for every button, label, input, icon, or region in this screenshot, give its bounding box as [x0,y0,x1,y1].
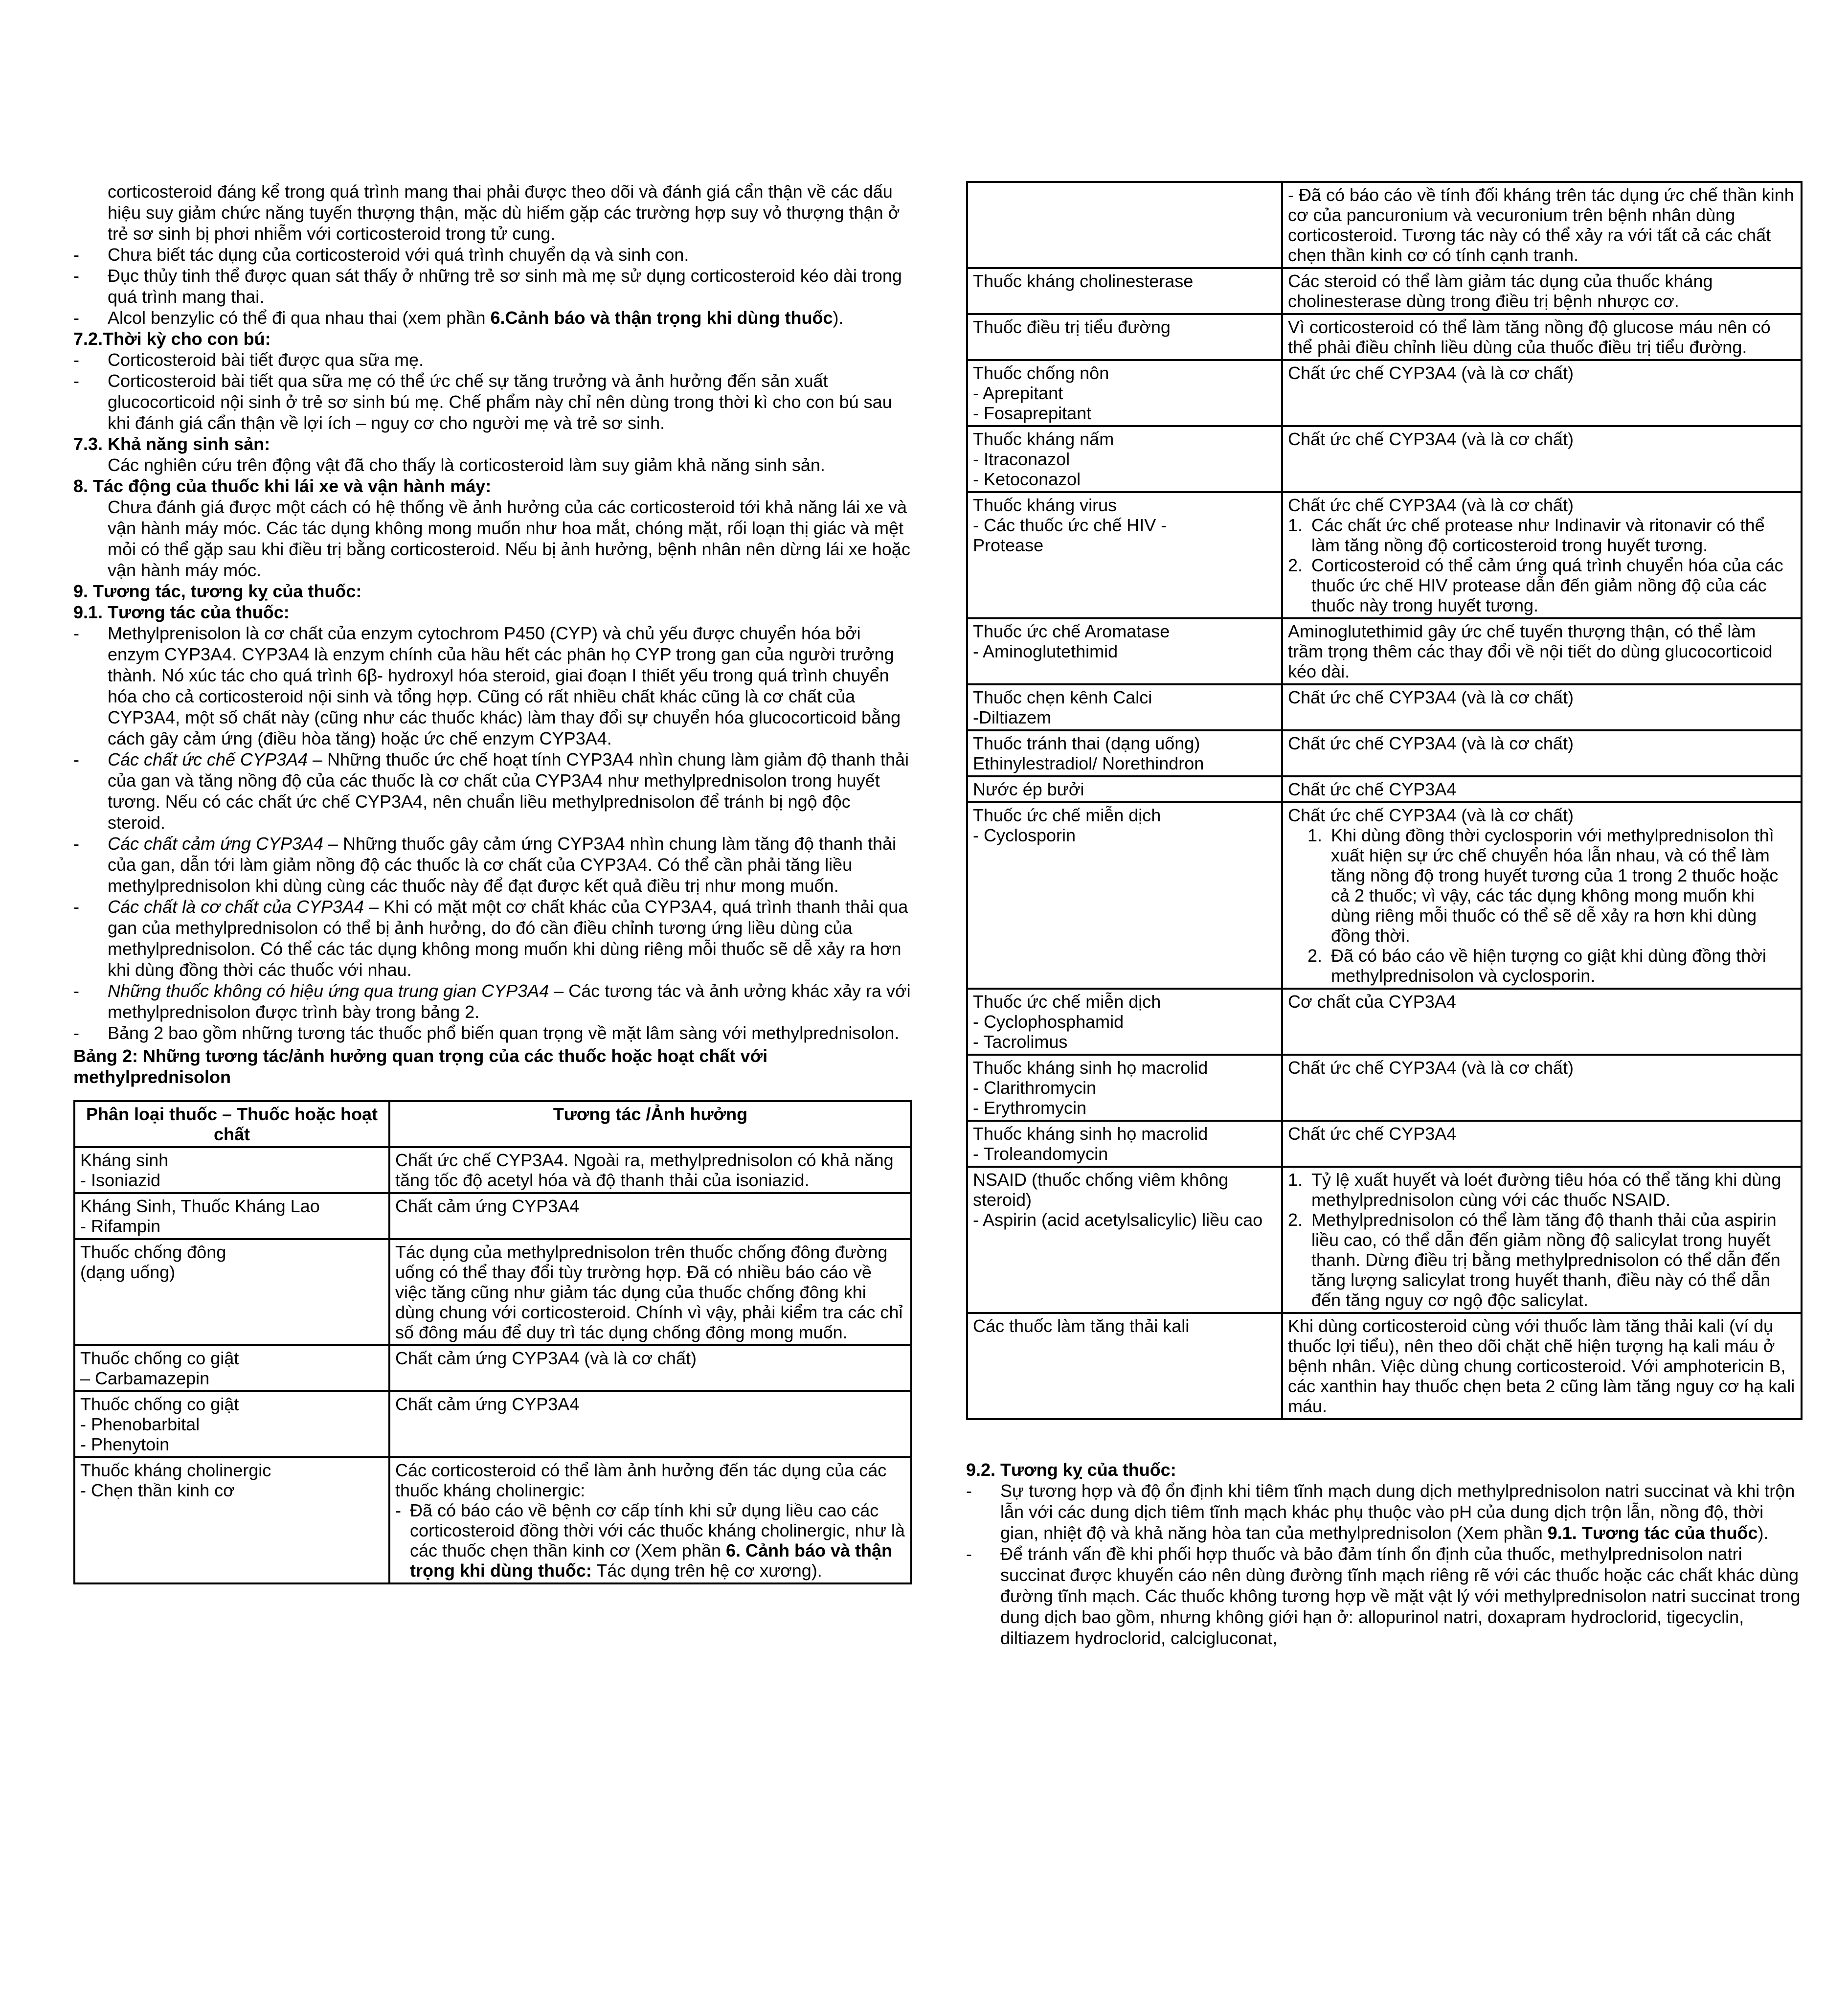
list-item [73,833,912,896]
section-reference: 9.1. Tương tác của thuốc [1547,1523,1758,1543]
table-row [967,314,1802,360]
table-row [967,182,1802,268]
text: – Các tương tác và ảnh ưởng khác xảy ra với methylprednisolon được trình bày trong bảng 2. [108,981,911,1022]
table-row [74,1457,911,1583]
text: – Khi có mặt một cơ chất khác của CYP3A4, quá trình thanh thải qua gan của methylprednisolon có thể bị ảnh hưởng, do đó cần điều chỉnh tương ứng liều dùng của methylprednisolon. Có thể các tác dụng không mong muốn khi dùng riêng mỗi thuốc sẽ dễ xảy ra hơn khi dùng đồng thời các thuốc với nhau. [108,897,908,980]
section-heading: 9. Tương tác, tương kỵ của thuốc: [73,581,362,601]
numbered-item [1288,1170,1796,1210]
drug-line: Thuốc kháng cholinergic [80,1460,271,1480]
drug-line: NSAID (thuốc chống viêm không steroid) [973,1170,1229,1210]
drug-line: - Tacrolimus [973,1032,1068,1052]
drug-cell: Nước ép bưởi [967,776,1282,802]
drug-line: - Cyclophosphamid [973,1012,1124,1032]
italic-term: Các chất ức chế CYP3A4 [108,749,308,769]
table-row [967,1167,1802,1313]
table-row [74,1239,911,1345]
list-item: - Bảng 2 bao gồm những tương tác thuốc phổ biến quan trọng về mặt lâm sàng với methylprednisolon. [73,1022,912,1043]
drug-line: - Isoniazid [80,1170,161,1190]
text: Đã có báo cáo về bệnh cơ cấp tính khi sử dụng liều cao các corticosteroid đồng thời với các thuốc kháng cholinergic, như là các thuốc chẹn thần kinh cơ (Xem phần [410,1500,905,1560]
table-row [967,802,1802,989]
drug-cell: Các thuốc làm tăng thải kali [967,1313,1282,1419]
list-item [966,1480,1803,1543]
drug-line: Thuốc ức chế Aromatase [973,621,1170,641]
drug-cell [967,684,1282,730]
drug-cell [74,1391,389,1457]
text: ). [833,308,844,328]
section-reference: 6.Cảnh báo và thận trọng khi dùng thuốc [490,308,833,328]
table-row [967,730,1802,776]
drug-line: - Các thuốc ức chế HIV - [973,515,1167,535]
effect-cell: - Đã có báo cáo về tính đối kháng trên tác dụng ức chế thần kinh cơ của pancuronium và vecuronium trên bệnh nhân dùng corticosteroid. Tương tác này có thể xảy ra với tất cả các chất chẹn thần kinh cơ có tính cạnh tranh. [1282,182,1802,268]
section-heading: 9.2. Tương kỵ của thuốc: [966,1460,1176,1480]
effect-cell [1282,1167,1802,1313]
text: Methylprednisolon có thể làm tăng độ thanh thải của aspirin liều cao, có thể dẫn đến giảm nồng độ salicylat trong huyết thanh. Dừng điều trị bằng methylprednisolon có thể dẫn đến tăng lượng salicylat trong huyết thanh, điều này có thể dẫn đến tăng nguy cơ ngộ độc salicylat. [1311,1210,1780,1310]
effect-cell: Chất ức chế CYP3A4 (và là cơ chất) [1282,360,1802,426]
item-number: 2. [1288,555,1303,575]
drug-line: - Cyclosporin [973,825,1076,845]
table-row [74,1193,911,1239]
text: Alcol benzylic có thể đi qua nhau thai (xem phần [108,308,491,328]
list-item: - Corticosteroid bài tiết được qua sữa mẹ. [73,349,912,370]
drug-cell [967,1055,1282,1121]
column-header-effect: Tương tác /Ảnh hưởng [389,1101,911,1147]
table-title: Bảng 2: Những tương tác/ảnh hưởng quan trọng của các thuốc hoặc hoạt chất với methylprednisolon [73,1046,768,1087]
drug-line: Thuốc chẹn kênh Calci [973,687,1152,707]
drug-line: (dạng uống) [80,1262,176,1282]
text: Sự tương hợp và độ ổn định khi tiêm tĩnh mạch dung dịch methylprednisolon natri succinat và khi trộn lẫn với các dung dịch tiêm tĩnh mạch khác phụ thuộc vào pH của dung dịch trộn lẫn, nồng độ, thời gian, nhiệt độ và khả năng hòa tan của methylprednisolon (Xem phần [1000,1481,1795,1543]
list-item [73,896,912,980]
effect-intro: Chất ức chế CYP3A4 (và là cơ chất) [1288,495,1574,515]
effect-cell [1282,802,1802,989]
interaction-table [73,1100,912,1584]
section-9-2 [966,1459,1803,1649]
text: Tỷ lệ xuất huyết và loét đường tiêu hóa có thể tăng khi dùng methylprednisolon cùng với các thuốc NSAID. [1311,1170,1781,1210]
effect-cell: Chất cảm ứng CYP3A4 [389,1391,911,1457]
effect-cell: Chất ức chế CYP3A4 (và là cơ chất) [1282,684,1802,730]
section-reference: 6. Cảnh báo và thận trọng khi dùng thuốc: [410,1540,893,1581]
effect-cell: Tác dụng của methylprednisolon trên thuốc chống đông đường uống có thể thay đổi tùy trường hợp. Đã có nhiều báo cáo về việc tăng cũng như giảm tác dụng của thuốc chống đông khi dùng chung với corticosteroid. Chính vì vậy, phải kiểm tra các chỉ số đông máu để duy trì tác dụng chống đông mong muốn. [389,1239,911,1345]
right-column [966,181,1803,1649]
table-row [74,1147,911,1193]
list-item: - Chưa biết tác dụng của corticosteroid với quá trình chuyển dạ và sinh con. [73,244,912,265]
drug-cell [967,802,1282,989]
table-header-row [74,1101,911,1147]
drug-line: Thuốc chống nôn [973,363,1109,383]
item-number: 2. [1288,1210,1303,1230]
section-heading: 9.1. Tương tác của thuốc: [73,602,290,622]
list-item: - Corticosteroid bài tiết qua sữa mẹ có thể ức chế sự tăng trưởng và ảnh hưởng đến sản xuất glucocorticoid nội sinh ở trẻ sơ sinh bú mẹ. Chế phẩm này chỉ nên dùng trong thời kì cho con bú sau khi đánh giá cẩn thận về lợi ích – nguy cơ cho người mẹ và trẻ sơ sinh. [73,370,912,433]
drug-line: - Phenytoin [80,1434,170,1454]
effect-cell: Chất ức chế CYP3A4 (và là cơ chất) [1282,1055,1802,1121]
table-row [967,1055,1802,1121]
drug-line: Thuốc kháng sinh họ macrolid [973,1124,1208,1144]
drug-line: - Phenobarbital [80,1414,200,1434]
effect-cell: Chất ức chế CYP3A4 [1282,776,1802,802]
drug-cell [74,1345,389,1391]
list-item: - Để tránh vấn đề khi phối hợp thuốc và bảo đảm tính ổn định của thuốc, methylprednisolon natri succinat được khuyến cáo nên dùng đường tĩnh mạch riêng rẽ với các thuốc hoặc các chất khác dùng đường tĩnh mạch. Các thuốc không tương hợp về mặt vật lý với methylprednisolon natri succinat trong dung dịch bao gồm, nhưng không giới hạn ở: allopurinol natri, doxapram hydroclorid, tigecyclin, diltiazem hydroclorid, calcigluconat, [966,1543,1803,1649]
drug-line: Thuốc ức chế miễn dịch [973,805,1161,825]
effect-cell: Vì corticosteroid có thể làm tăng nồng độ glucose máu nên có thể phải điều chỉnh liều dùng của thuốc điều trị tiểu đường. [1282,314,1802,360]
drug-line: - Aminoglutethimid [973,641,1118,661]
paragraph: Chưa đánh giá được một cách có hệ thống về ảnh hưởng của các corticosteroid tới khả năng lái xe và vận hành máy móc. Các tác dụng không mong muốn như hoa mắt, chóng mặt, rối loạn thị giác và mệt mỏi có thể gặp sau khi điều trị bằng corticosteroid. Nếu bị ảnh hưởng, bệnh nhân nên dừng lái xe hoặc vận hành máy móc. [108,497,910,580]
table-row [967,360,1802,426]
interaction-table-continued [966,181,1803,1420]
effect-cell: Khi dùng corticosteroid cùng với thuốc làm tăng thải kali (ví dụ thuốc lợi tiểu), nên theo dõi chặt chẽ hiện tượng hạ kali máu ở bệnh nhân. Việc dùng chung corticosteroid. Với amphotericin B, các xanthin hay thuốc chẹn beta 2 cũng làm tăng nguy cơ hạ kali máu. [1282,1313,1802,1419]
drug-line: Thuốc tránh thai (dạng uống) [973,733,1200,753]
drug-cell [967,989,1282,1055]
drug-cell [967,1167,1282,1313]
text: Đã có báo cáo về hiện tượng co giật khi dùng đồng thời methylprednisolon và cyclosporin. [1331,946,1766,986]
list-item [73,307,912,328]
drug-line: - Aspirin (acid acetylsalicylic) liều cao [973,1210,1263,1230]
drug-cell: Thuốc điều trị tiểu đường [967,314,1282,360]
table-row [74,1391,911,1457]
numbered-item [1307,946,1796,986]
column-header-drug: Phân loại thuốc – Thuốc hoặc hoạt chất [74,1101,389,1147]
drug-cell: Thuốc kháng cholinesterase [967,268,1282,314]
item-number: 2. [1307,946,1323,966]
table-row [967,268,1802,314]
drug-line: Thuốc chống co giật [80,1348,239,1368]
drug-line: - Aprepitant [973,383,1063,403]
text: – Những thuốc ức chế hoạt tính CYP3A4 nhìn chung làm giảm độ thanh thải của gan và tăng nồng độ của các thuốc là cơ chất của CYP3A4 như methylprednisolon trong huyết tương. Nếu có các chất ức chế CYP3A4, nên chuẩn liều methylprednisolon để tránh bị ngộ độc steroid. [108,749,909,833]
item-number: 1. [1288,1170,1303,1190]
drug-line: -Diltiazem [973,707,1052,727]
effect-cell: Chất cảm ứng CYP3A4 [389,1193,911,1239]
table-row [967,776,1802,802]
drug-line: - Fosaprepitant [973,403,1092,423]
italic-term: Các chất cảm ứng CYP3A4 [108,834,324,854]
drug-line: - Itraconazol [973,449,1070,469]
item-number: 1. [1288,515,1303,535]
drug-line: Protease [973,535,1044,555]
item-number: 1. [1307,825,1323,845]
drug-cell [967,618,1282,684]
effect-cell [389,1457,911,1583]
drug-cell [74,1457,389,1583]
effect-cell: Chất cảm ứng CYP3A4 (và là cơ chất) [389,1345,911,1391]
effect-item [395,1500,905,1581]
text: – Những thuốc gây cảm ứng CYP3A4 nhìn chung làm tăng độ thanh thải của gan, dẫn tới làm giảm nồng độ các thuốc là cơ chất của CYP3A4. Có thể cần phải tăng liều methylprednisolon khi dùng cùng các thuốc này để đạt được kết quả điều trị như mong muốn. [108,834,896,896]
drug-line: Kháng sinh [80,1150,169,1170]
drug-line: - Troleandomycin [973,1144,1108,1164]
drug-line: Thuốc kháng sinh họ macrolid [973,1058,1208,1078]
section-heading: 8. Tác động của thuốc khi lái xe và vận hành máy: [73,476,492,496]
list-item: - Đục thủy tinh thể được quan sát thấy ở những trẻ sơ sinh mà mẹ sử dụng corticosteroid kéo dài trong quá trình mang thai. [73,265,912,307]
effect-cell: Aminoglutethimid gây ức chế tuyến thượng thận, có thể làm trầm trọng thêm các thay đổi về nội tiết do dùng glucocorticoid kéo dài. [1282,618,1802,684]
drug-line: Ethinylestradiol/ Norethindron [973,753,1204,773]
numbered-item [1288,1210,1796,1310]
list-item: - Methylprenisolon là cơ chất của enzym cytochrom P450 (CYP) và chủ yếu được chuyển hóa bởi enzym CYP3A4. CYP3A4 là enzym chính của hầu hết các phân họ CYP trong gan của người trưởng thành. Nó xúc tác cho quá trình 6β- hydroxyl hóa steroid, giai đoạn I thiết yếu trong quá trình chuyển hóa cho cả corticosteroid nội sinh và tổng hợp. Cũng có rất nhiều chất khác cũng là cơ chất của CYP3A4, một số chất này (cũng như các thuốc khác) làm thay đổi sự chuyển hóa glucocorticoid bằng cách gây cảm ứng (điều hòa tăng) hoặc ức chế enzym CYP3A4. [73,623,912,749]
text: Corticosteroid có thể cảm ứng quá trình chuyển hóa của các thuốc ức chế HIV protease dẫn đến giảm nồng độ của các thuốc này trong huyết tương. [1311,555,1783,615]
paragraph: Các nghiên cứu trên động vật đã cho thấy là corticosteroid làm suy giảm khả năng sinh sản. [108,455,825,475]
drug-cell [74,1147,389,1193]
drug-line: – Carbamazepin [80,1368,210,1388]
drug-line: Thuốc ức chế miễn dịch [973,992,1161,1012]
effect-cell [1282,492,1802,618]
list-item [73,980,912,1022]
left-column [73,181,912,1584]
numbered-item [1288,515,1796,555]
table-row [967,989,1802,1055]
drug-cell [74,1239,389,1345]
table-row [967,492,1802,618]
drug-line: - Ketoconazol [973,469,1081,489]
effect-cell: Chất ức chế CYP3A4 (và là cơ chất) [1282,730,1802,776]
section-heading: 7.2.Thời kỳ cho con bú: [73,329,271,349]
effect-cell: Cơ chất của CYP3A4 [1282,989,1802,1055]
drug-line: - Erythromycin [973,1098,1087,1118]
table-row [967,1121,1802,1167]
drug-cell [967,1121,1282,1167]
drug-line: Thuốc chống co giật [80,1394,239,1414]
effect-intro: Chất ức chế CYP3A4 (và là cơ chất) [1288,805,1574,825]
drug-cell [74,1193,389,1239]
numbered-item [1288,555,1796,615]
effect-cell: Các steroid có thể làm giảm tác dụng của thuốc kháng cholinesterase dùng trong điều trị bệnh nhược cơ. [1282,268,1802,314]
effect-cell: Chất ức chế CYP3A4 [1282,1121,1802,1167]
drug-cell [967,360,1282,426]
section-heading: 7.3. Khả năng sinh sản: [73,434,270,454]
numbered-item [1307,825,1796,946]
table-row [74,1345,911,1391]
drug-line: - Rifampin [80,1216,161,1236]
drug-line: - Clarithromycin [973,1078,1097,1098]
table-row [967,1313,1802,1419]
drug-line: Kháng Sinh, Thuốc Kháng Lao [80,1196,320,1216]
drug-cell [967,492,1282,618]
table-row [967,426,1802,492]
list-item [73,749,912,833]
text: Khi dùng đồng thời cyclosporin với methylprednisolon thì xuất hiện sự ức chế chuyển hóa lẫn nhau, và có thể làm tăng nồng độ trong huyết tương của 1 trong 2 thuốc hoặc cả 2 thuốc; vì vậy, các tác dụng không mong muốn khi dùng riêng mỗi thuốc có thể sẽ dễ xảy ra hơn khi dùng đồng thời. [1331,825,1779,946]
drug-cell [967,730,1282,776]
text: Tác dụng trên hệ cơ xương). [591,1560,822,1581]
effect-cell: Chất ức chế CYP3A4 (và là cơ chất) [1282,426,1802,492]
drug-line: Thuốc kháng nấm [973,429,1114,449]
drug-cell [967,182,1282,268]
text: ). [1758,1523,1769,1543]
drug-cell [967,426,1282,492]
paragraph: corticosteroid đáng kể trong quá trình mang thai phải được theo dõi và đánh giá cẩn thận về các dấu hiệu suy giảm chức năng tuyến thượng thận, mặc dù hiếm gặp các trường hợp suy vỏ thượng thận ở trẻ sơ sinh bị phơi nhiễm với corticosteroid trong tử cung. [108,181,900,244]
text: Các chất ức chế protease như Indinavir và ritonavir có thể làm tăng nồng độ corticosteroid trong huyết tương. [1311,515,1765,555]
drug-line: - Chẹn thần kinh cơ [80,1480,235,1500]
drug-line: Thuốc kháng virus [973,495,1117,515]
italic-term: Các chất là cơ chất của CYP3A4 [108,897,364,917]
effect-cell: Chất ức chế CYP3A4. Ngoài ra, methylprednisolon có khả năng tăng tốc độ acetyl hóa và độ thanh thải của isoniazid. [389,1147,911,1193]
table-row [967,684,1802,730]
italic-term: Những thuốc không có hiệu ứng qua trung gian CYP3A4 [108,981,549,1001]
table-row [967,618,1802,684]
effect-intro: Các corticosteroid có thể làm ảnh hưởng đến tác dụng của các thuốc kháng cholinergic: [395,1460,887,1500]
drug-line: Thuốc chống đông [80,1242,226,1262]
